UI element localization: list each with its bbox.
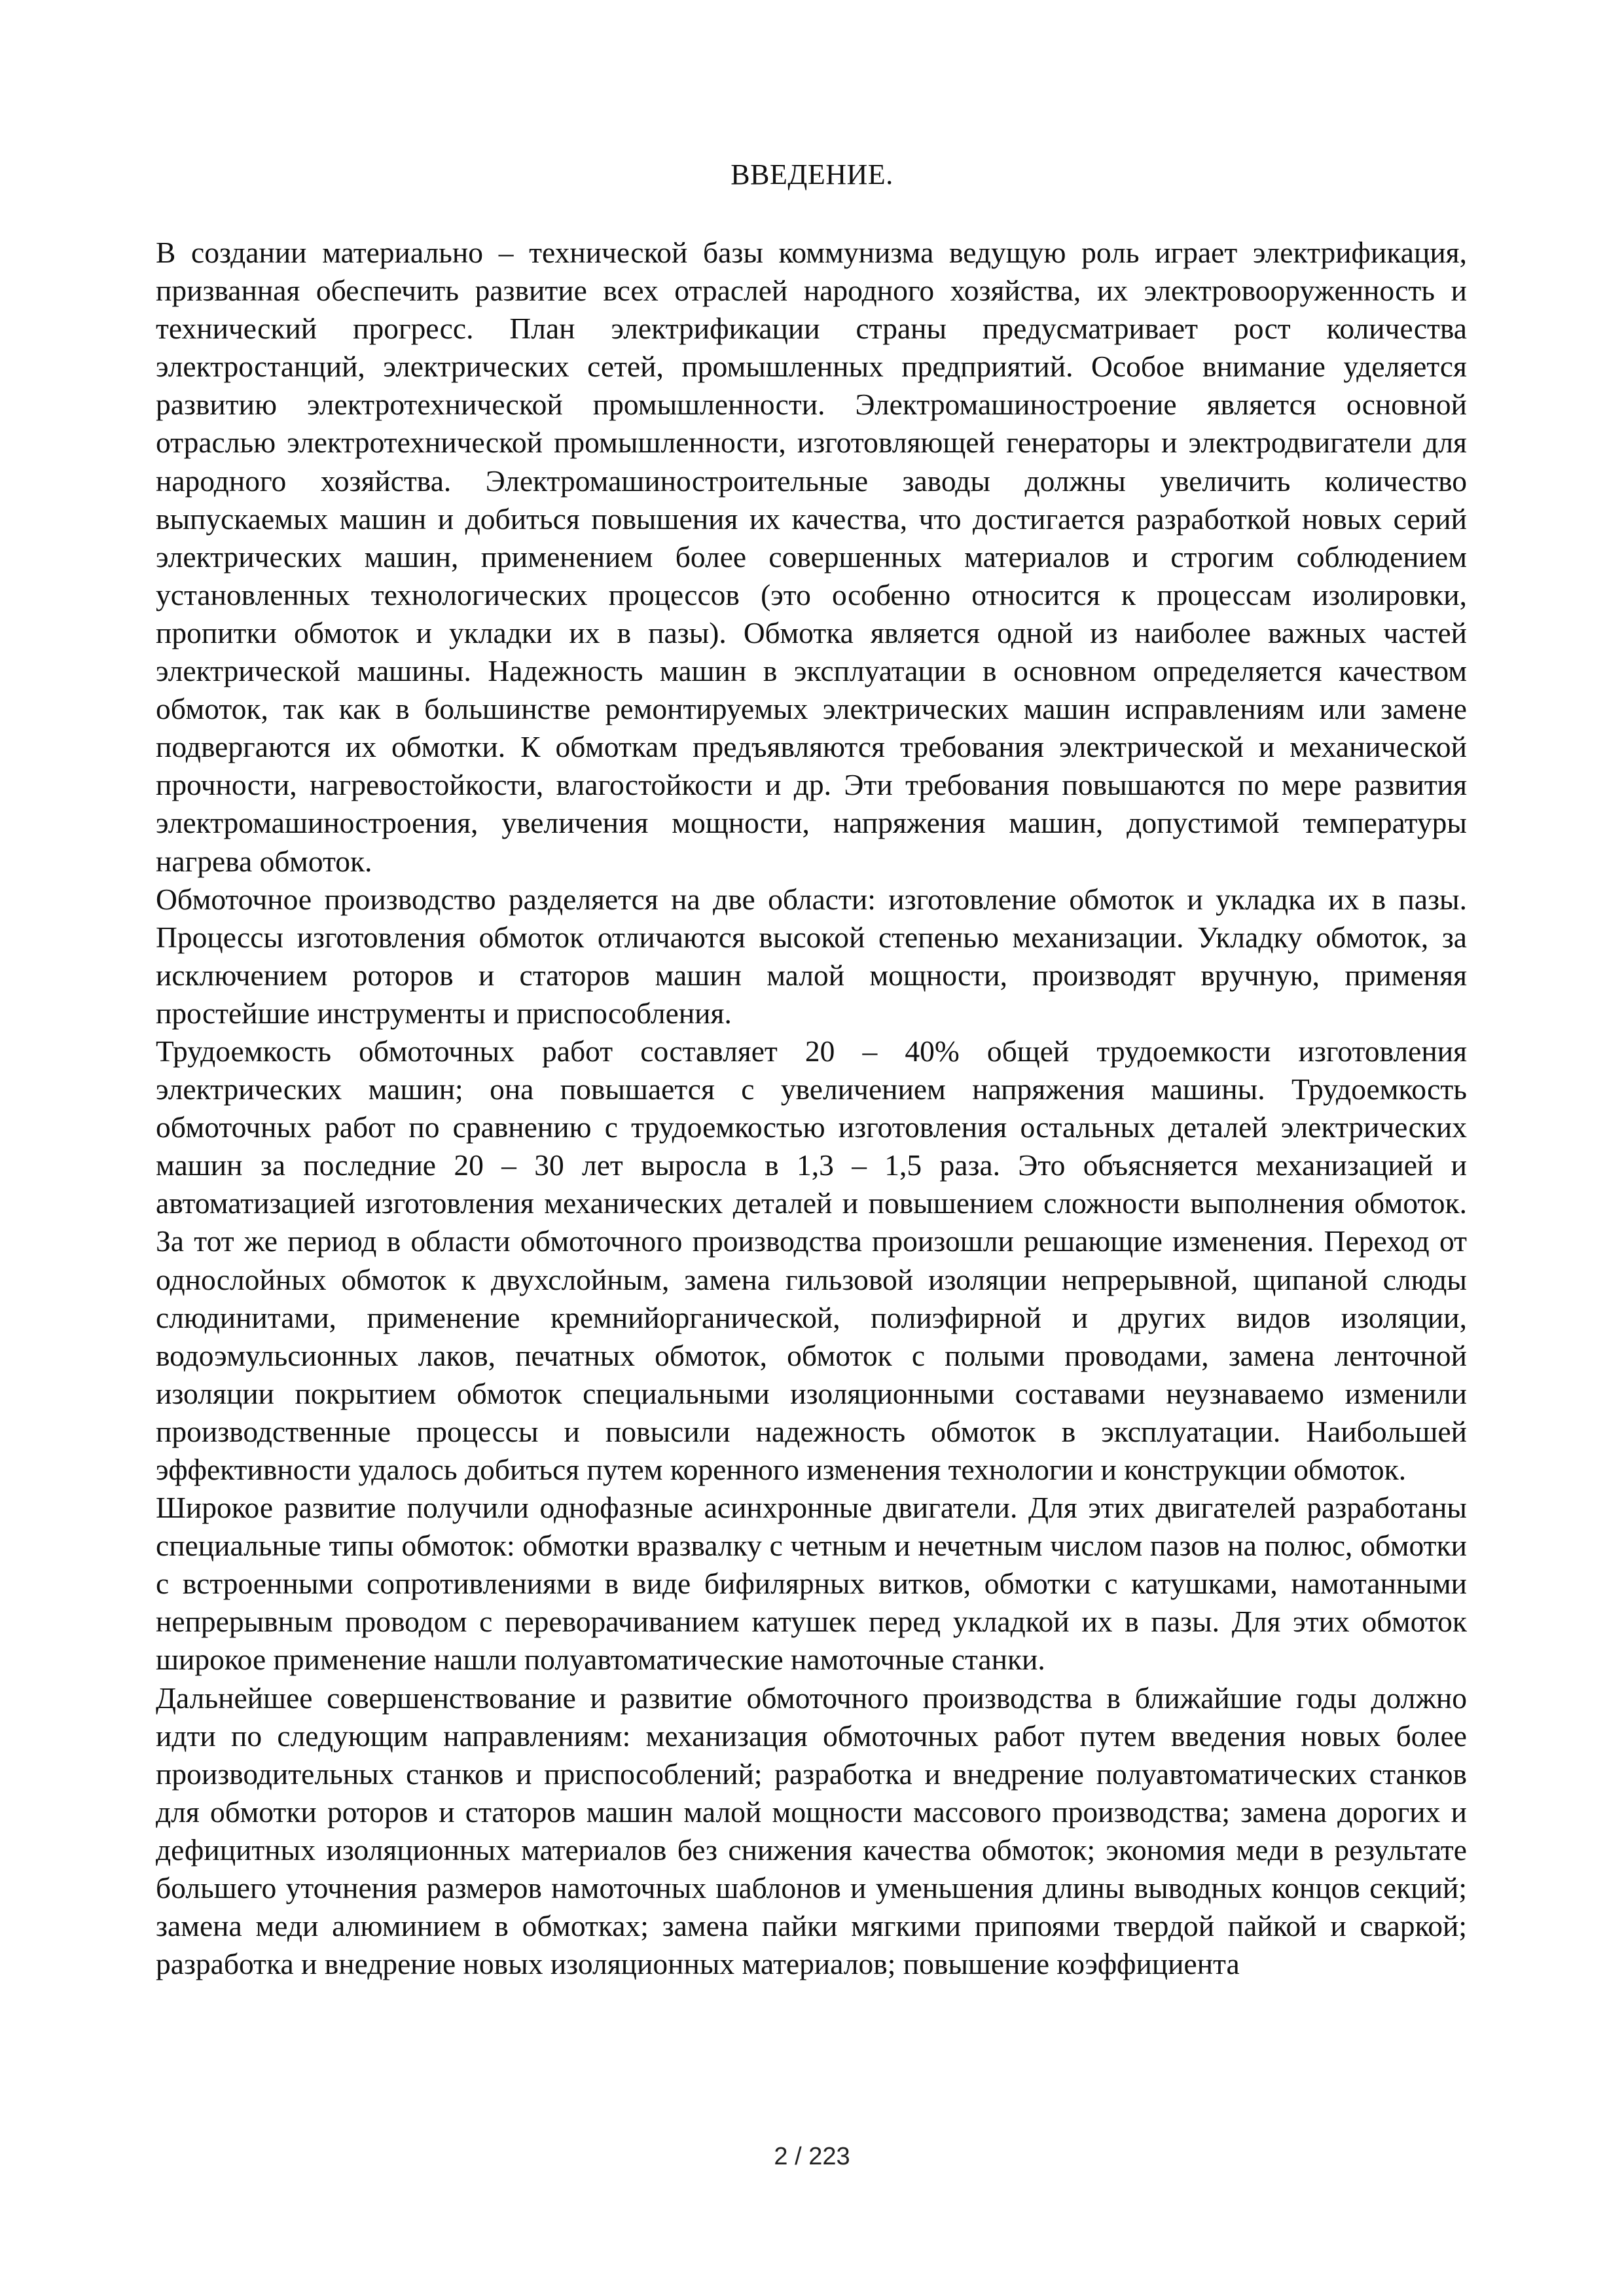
paragraph-4: Широкое развитие получили однофазные асинхронные двигатели. Для этих двигателей разработаны специальные типы обмоток: обмотки вразвалку с четным и нечетным числом пазов на полюс, обмотки с встроенными сопротивлениями в виде бифилярных витков, обмотки с катушками, намотанными непрерывным проводом с переворачиванием катушек перед укладкой их в пазы. Для этих обмоток широкое применение нашли полуавтоматические намоточные станки. — [156, 1491, 1467, 1677]
page-number: 2 / 223 — [774, 2143, 850, 2170]
paragraph-2: Обмоточное производство разделяется на две области: изготовление обмоток и укладка их в пазы. Процессы изготовления обмоток отличаются высокой степенью механизации. Укладку обмоток, за исключением роторов и статоров машин малой мощности, производят вручную, применяя простейшие инструменты и приспособления. — [156, 882, 1467, 1030]
document-body — [156, 234, 1467, 1983]
page-title: ВВЕДЕНИЕ. — [731, 158, 893, 191]
paragraph-1: В создании материально – технической базы коммунизма ведущую роль играет электрификация, призванная обеспечить развитие всех отраслей народного хозяйства, их электровооруженность и технический прогресс. План электрификации страны предусматривает рост количества электростанций, электрических сетей, промышленных предприятий. Особое внимание уделяется развитию электротехнической промышленности. Электромашиностроение является основной отраслью электротехнической промышленности, изготовляющей генераторы и электродвигатели для народного хозяйства. Электромашиностроительные заводы должны увеличить количество выпускаемых машин и добиться повышения их качества, что достигается разработкой новых серий электрических машин, применением более совершенных материалов и строгим соблюдением установленных технологических процессов (это особенно относится к процессам изолировки, пропитки обмоток и укладки их в пазы). Обмотка является одной из наиболее важных частей электрической машины. Надежность машин в эксплуатации в основном определяется качеством обмоток, так как в большинстве ремонтируемых электрических машин исправлениям или замене подвергаются их обмотки. К обмоткам предъявляются требования электрической и механической прочности, нагревостойкости, влагостойкости и др. Эти требования повышаются по мере развития электромашиностроения, увеличения мощности, напряжения машин, допустимой температуры нагрева обмоток. — [156, 236, 1467, 878]
paragraph-3: Трудоемкость обмоточных работ составляет 20 – 40% общей трудоемкости изготовления электрических машин; она повышается с увеличением напряжения машины. Трудоемкость обмоточных работ по сравнению с трудоемкостью изготовления остальных деталей электрических машин за последние 20 – 30 лет выросла в 1,3 – 1,5 раза. Это объясняется механизацией и автоматизацией изготовления механических деталей и повышением сложности выполнения обмоток. За тот же период в области обмоточного производства произошли решающие изменения. Переход от однослойных обмоток к двухслойным, замена гильзовой изоляции непрерывной, щипаной слюды слюдинитами, применение кремнийорганической, полиэфирной и других видов изоляции, водоэмульсионных лаков, печатных обмоток, обмоток с полыми проводами, замена ленточной изоляции покрытием обмоток специальными изоляционными составами неузнаваемо изменили производственные процессы и повысили надежность обмоток в эксплуатации. Наибольшей эффективности удалось добиться путем коренного изменения технологии и конструкции обмоток. — [156, 1034, 1467, 1486]
paragraph-5: Дальнейшее совершенствование и развитие обмоточного производства в ближайшие годы должно идти по следующим направлениям: механизация обмоточных работ путем введения новых более производительных станков и приспособлений; разработка и внедрение полуавтоматических станков для обмотки роторов и статоров машин малой мощности массового производства; замена дорогих и дефицитных изоляционных материалов без снижения качества обмоток; экономия меди в результате большего уточнения размеров намоточных шаблонов и уменьшения длины выводных концов секций; замена меди алюминием в обмотках; замена пайки мягкими припоями твердой пайкой и сваркой; разработка и внедрение новых изоляционных материалов; повышение коэффициента — [156, 1681, 1467, 1981]
